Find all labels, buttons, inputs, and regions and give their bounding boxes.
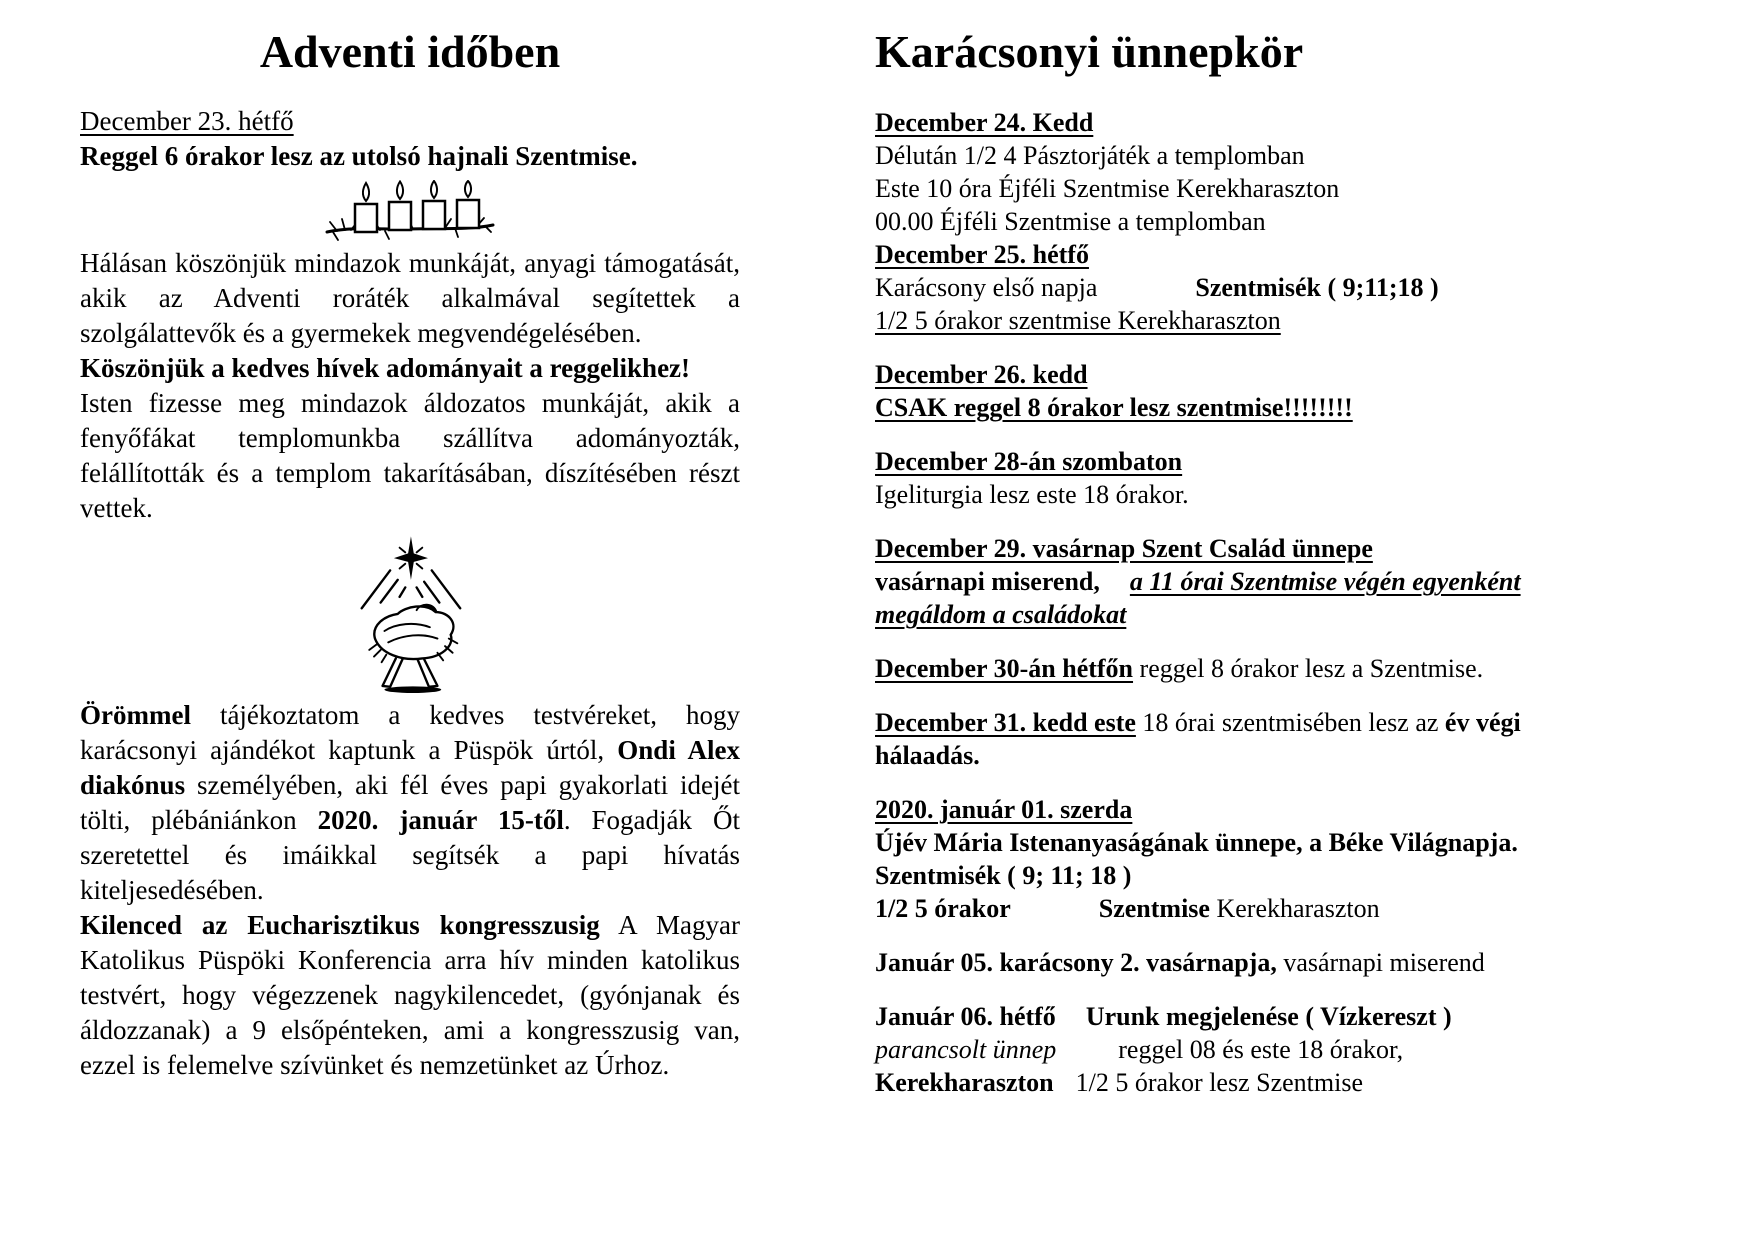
section-dec26 <box>875 358 1500 424</box>
text-run: . Fogadják Őt szeretettel és imáikkal segítsék a papi hívatás kiteljesedésében. <box>80 805 740 905</box>
text-run: Kilenced az Eucharisztikus kongresszusig <box>80 910 600 940</box>
dec31-line <box>875 706 1521 739</box>
text-run: December 31. kedd este <box>875 708 1136 737</box>
dec23-date-heading: December 23. hétfő <box>80 106 294 136</box>
section-jan01 <box>875 793 1518 925</box>
dec24-line: Délután 1/2 4 Pásztorjáték a templomban <box>875 141 1305 170</box>
section-dec30 <box>875 652 1500 685</box>
left-column-title: Adventi időben <box>259 26 561 77</box>
nativity-star-manger-icon <box>339 532 481 694</box>
dec25-heading: December 25. hétfő <box>875 240 1089 269</box>
text-run: személyében, aki fél éves papi gyakorlati idejét tölti, plébániánkon <box>80 770 740 835</box>
paragraph-tree-donors: Isten fizesse meg mindazok áldozatos munkáját, akik a fenyőfákat templomunkba szállítva adományozták, felállították és a templom takarításában, díszítésében részt vettek. <box>80 388 740 523</box>
section-jan06 <box>875 1000 1500 1099</box>
dec24-heading: December 24. Kedd <box>875 108 1094 137</box>
jan06-line <box>875 1066 1500 1099</box>
dec28-heading: December 28-án szombaton <box>875 447 1183 476</box>
advent-candles-image <box>80 180 740 242</box>
text-run: Szentmisék ( 9;11;18 ) <box>1195 273 1439 302</box>
text-run: Kerekharaszton <box>1209 894 1380 923</box>
text-run: Urunk megjelenése ( Vízkereszt ) <box>1085 1002 1452 1031</box>
jan05-line <box>875 946 1500 979</box>
section-dec29 <box>875 532 1521 631</box>
text-run: Karácsony első napja <box>875 273 1098 302</box>
jan06-line <box>875 1000 1500 1033</box>
jan01-line: Újév Mária Istenanyaságának ünnepe, a Béke Világnapja. <box>875 828 1518 857</box>
dec29-heading: December 29. vasárnap Szent Család ünnepe <box>875 534 1373 563</box>
jan01-line <box>875 892 1500 925</box>
text-run: vasárnapi miserend <box>1276 948 1485 977</box>
jan01-line: Szentmisék ( 9; 11; 18 ) <box>875 861 1132 890</box>
text-run: Kerekharaszton <box>875 1068 1054 1097</box>
dec26-line: CSAK reggel 8 órakor lesz szentmise!!!!!!!! <box>875 393 1353 422</box>
text-run: 1/2 5 órakor <box>875 894 1011 923</box>
text-run: 1/2 5 órakor lesz Szentmise <box>1075 1068 1363 1097</box>
jan01-heading: 2020. január 01. szerda <box>875 795 1133 824</box>
dec29-line <box>875 565 1521 598</box>
text-run: 18 órai szentmisében lesz az <box>1135 708 1445 737</box>
text-run: Ondi Alex diakónus <box>80 735 740 800</box>
text-run: Örömmel <box>80 700 191 730</box>
paragraph-thanks-workers: Hálásan köszönjük mindazok munkáját, anyagi támogatását, akik az Adventi roráték alkalmával segítettek a szolgálattevők és a gyermekek megvendégelésében. <box>80 248 740 348</box>
dec26-heading: December 26. kedd <box>875 360 1088 389</box>
paragraph-novena <box>80 908 740 1083</box>
nativity-image <box>80 532 740 694</box>
section-dec24-25 <box>875 106 1500 337</box>
text-run: December 30-án hétfőn <box>875 654 1134 683</box>
dec29-line: megáldom a családokat <box>875 600 1127 629</box>
section-dec31 <box>875 706 1521 772</box>
paragraph-deacon-news <box>80 698 740 908</box>
thanks-donations-line: Köszönjük a kedves hívek adományait a reggelikhez! <box>80 353 691 383</box>
text-run: Szentmise <box>1098 894 1210 923</box>
jan06-line <box>875 1033 1500 1066</box>
text-run: reggel 8 órakor lesz a Szentmise. <box>1133 654 1484 683</box>
text-run: A Magyar Katolikus Püspöki Konferencia arra hív minden katolikus testvért, hogy végezzenek nagykilencedet, (gyónjanak és áldozzanak) a 9 elsőpénteken, ami a kongresszusig van, ezzel is felemelve szívünket és nemzetünket az Úrhoz. <box>80 910 740 1080</box>
text-run: 2020. január 15-től <box>317 805 564 835</box>
text-run: év végi <box>1444 708 1521 737</box>
dec31-line: hálaadás. <box>875 741 980 770</box>
dec25-line <box>875 271 1500 304</box>
christmas-column <box>875 26 1521 1120</box>
section-dec28 <box>875 445 1500 511</box>
text-run: a 11 órai Szentmise végén egyenként <box>1129 567 1521 596</box>
right-column-title: Karácsonyi ünnepkör <box>875 26 1304 77</box>
advent-column <box>80 26 740 1083</box>
dec30-line <box>875 652 1500 685</box>
dec24-line: 00.00 Éjféli Szentmise a templomban <box>875 207 1266 236</box>
text-run: tájékoztatom a kedves testvéreket, hogy karácsonyi ajándékot kaptunk a Püspök úrtól, <box>80 700 740 765</box>
text-run: Január 05. karácsony 2. vasárnapja, <box>875 948 1277 977</box>
advent-candles-icon <box>325 180 495 242</box>
section-jan05 <box>875 946 1500 979</box>
dec25-line: 1/2 5 órakor szentmise Kerekharaszton <box>875 306 1281 335</box>
text-run: parancsolt ünnep <box>875 1035 1057 1064</box>
dec28-line: Igeliturgia lesz este 18 órakor. <box>875 480 1189 509</box>
text-run: reggel 08 és este 18 órakor, <box>1118 1035 1404 1064</box>
text-run: Január 06. hétfő <box>875 1002 1056 1031</box>
dec23-subheading: Reggel 6 órakor lesz az utolsó hajnali Szentmise. <box>80 141 638 171</box>
dec24-line: Este 10 óra Éjféli Szentmise Kerekharaszton <box>875 174 1340 203</box>
text-run: vasárnapi miserend, <box>875 567 1100 596</box>
